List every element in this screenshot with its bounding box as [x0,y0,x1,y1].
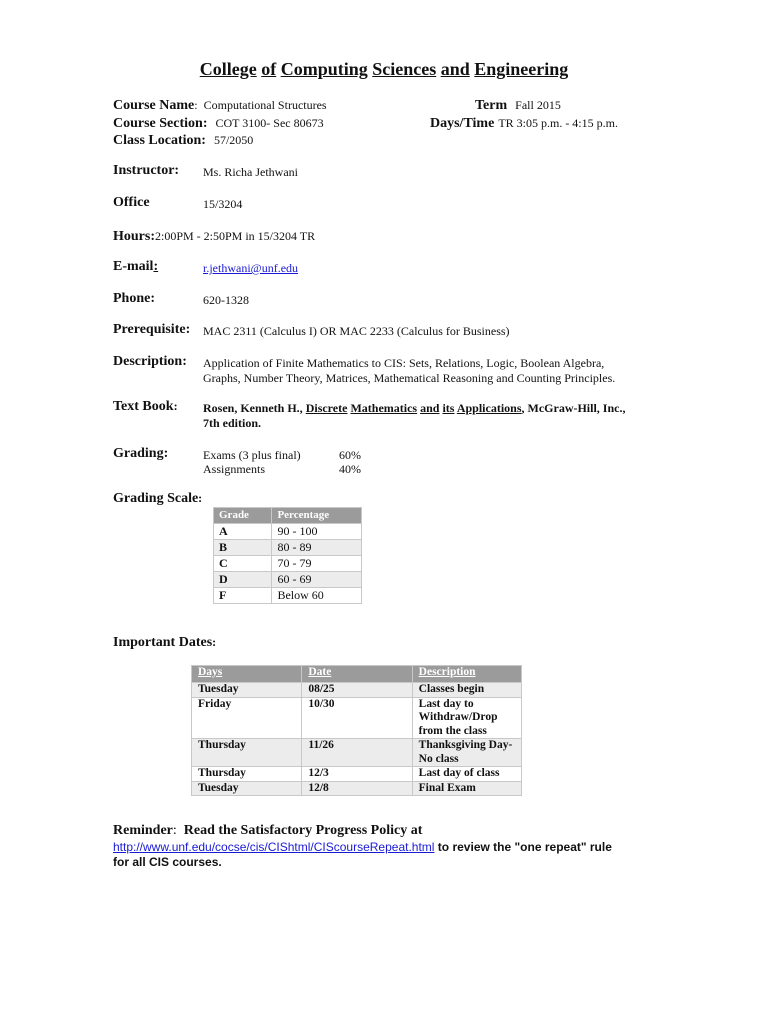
table-row [214,540,362,556]
date-cell: 10/30 [302,697,412,739]
textbook-citation: Rosen, Kenneth H., Discrete Mathematics and its Applications, McGraw-Hill, Inc., [203,401,626,415]
textbook-label: Text Book: [113,399,178,414]
phone-label: Phone: [113,291,155,306]
table-row [192,739,522,767]
course-section-row: Course Section: COT 3100- Sec 80673 [113,116,324,131]
table-row [192,697,522,739]
table-row [192,767,522,782]
days-time-row: Days/Time TR 3:05 p.m. - 4:15 p.m. [430,116,618,131]
description-cell: Last day of class [412,767,521,782]
description-cell: Thanksgiving Day-No class [412,739,521,767]
office-label: Office [113,195,150,210]
term-row: Term Fall 2015 [475,98,561,113]
grading-item-weight: 40% [339,462,361,476]
table-row [192,683,522,698]
date-cell: 11/26 [302,739,412,767]
grading-scale-label: Grading Scale: [113,491,203,506]
class-location-row: Class Location: 57/2050 [113,133,254,148]
prerequisite-label: Prerequisite: [113,322,191,337]
column-header: Percentage [272,508,362,524]
grading-label: Grading: [113,446,169,461]
grade-cell: C [214,556,272,572]
day-cell: Tuesday [192,781,302,796]
table-header-row [192,666,522,683]
range-cell: 80 - 89 [272,540,362,556]
table-row [214,588,362,604]
description-line-2: Graphs, Number Theory, Matrices, Mathematical Reasoning and Counting Principles. [203,371,616,385]
grade-cell: F [214,588,272,604]
day-cell: Friday [192,697,302,739]
prerequisite-value: MAC 2311 (Calculus I) OR MAC 2233 (Calculus for Business) [203,324,510,338]
description-line-1: Application of Finite Mathematics to CIS: Sets, Relations, Logic, Boolean Algebra, [203,356,605,370]
table-row [214,556,362,572]
column-header: Description [412,666,521,683]
phone-value: 620-1328 [203,293,249,307]
column-header: Days [192,666,302,683]
column-header: Grade [214,508,272,524]
course-name-value: Computational Structures [203,98,327,112]
day-cell: Tuesday [192,683,302,698]
email-link[interactable]: r.jethwani@unf.edu [203,261,299,275]
hours-value: 2:00PM - 2:50PM in 15/3204 TR [155,229,316,243]
repeat-policy-link[interactable]: http://www.unf.edu/cocse/cis/CIShtml/CIScourseRepeat.html [113,840,435,854]
date-cell: 12/3 [302,767,412,782]
important-dates-label: Important Dates: [113,635,217,650]
instructor-label: Instructor: [113,163,180,178]
range-cell: 90 - 100 [272,524,362,540]
office-value: 15/3204 [203,197,243,211]
range-cell: Below 60 [272,588,362,604]
email-label: E-mail: [113,259,159,274]
important-dates-table [191,665,522,796]
description-label: Description: [113,354,187,369]
reminder-heading: Reminder: Read the Satisfactory Progress Policy at [113,823,423,838]
course-name-row: Course Name: Computational Structures [113,98,327,113]
grading-scale-table [213,507,362,604]
range-cell: 60 - 69 [272,572,362,588]
hours-row [113,227,315,245]
instructor-value: Ms. Richa Jethwani [203,165,298,179]
table-row [214,572,362,588]
range-cell: 70 - 79 [272,556,362,572]
description-cell: Classes begin [412,683,521,698]
textbook-edition: 7th edition. [203,416,262,430]
grading-item-name: Assignments [203,462,266,476]
day-cell: Thursday [192,767,302,782]
reminder-line: http://www.unf.edu/cocse/cis/CIShtml/CIScourseRepeat.html to review the "one repeat" rule [113,840,612,854]
column-header: Date [302,666,412,683]
date-cell: 12/8 [302,781,412,796]
description-cell: Last day to Withdraw/Drop from the class [412,697,521,739]
date-cell: 08/25 [302,683,412,698]
day-cell: Thursday [192,739,302,767]
grading-item-name: Exams (3 plus final) [203,448,301,462]
grade-cell: A [214,524,272,540]
description-cell: Final Exam [412,781,521,796]
grading-item-weight: 60% [339,448,361,462]
table-header-row [214,508,362,524]
page-title: College of Computing Sciences and Engineering [199,59,569,79]
grade-cell: D [214,572,272,588]
table-row [192,781,522,796]
hours-label: Hours: [113,229,155,244]
grade-cell: B [214,540,272,556]
table-row [214,524,362,540]
reminder-line-3: for all CIS courses. [113,855,222,869]
